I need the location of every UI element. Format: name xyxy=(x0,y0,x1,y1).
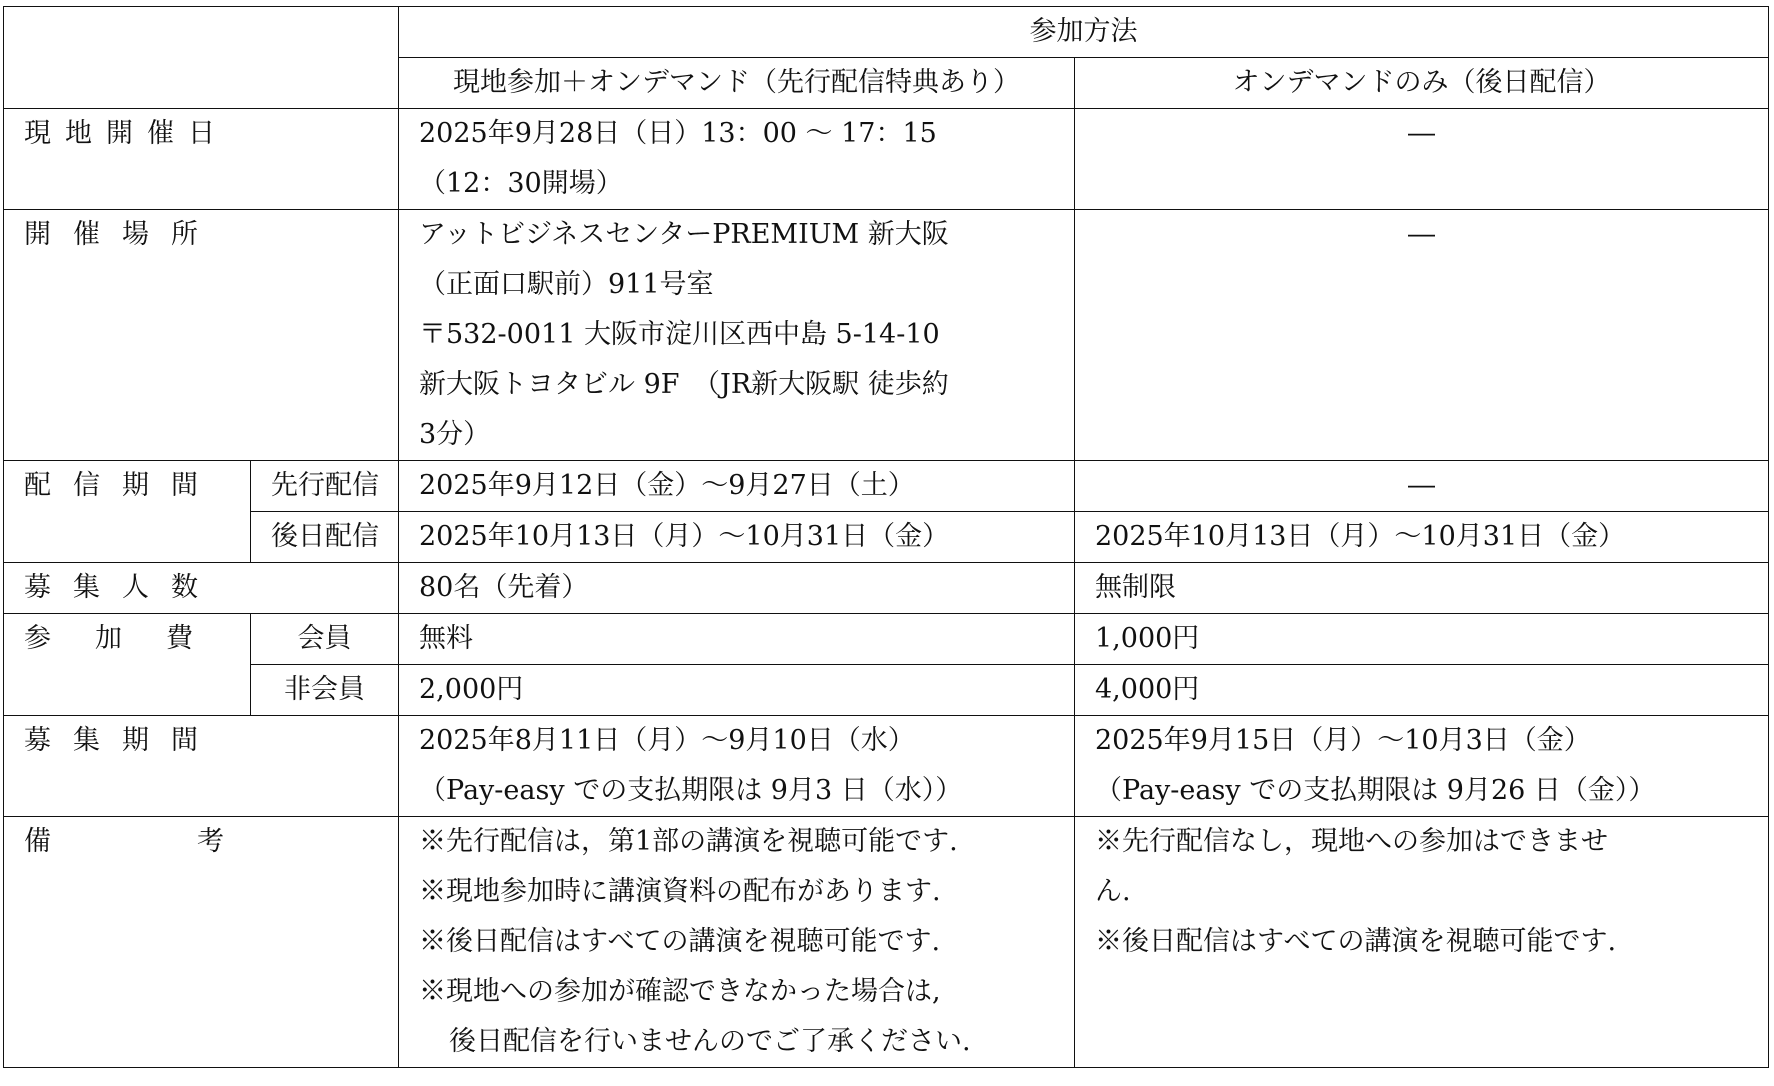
label-capacity: 募集人数 xyxy=(4,563,399,614)
row-stream-early xyxy=(4,461,1769,512)
col-header-ondemand: オンデマンドのみ（後日配信） xyxy=(1075,58,1769,109)
label-stream-later: 後日配信 xyxy=(251,512,399,563)
method-title: 参加方法 xyxy=(399,7,1769,58)
date-ondemand: ― xyxy=(1075,109,1769,210)
stream-early-ondemand: ― xyxy=(1075,461,1769,512)
label-fee-member: 会員 xyxy=(251,614,399,665)
label-fee-nonmember: 非会員 xyxy=(251,665,399,716)
row-period xyxy=(4,716,1769,817)
label-stream: 配信期間 xyxy=(4,461,251,563)
stream-early-onsite: 2025年9月12日（金）～9月27日（土） xyxy=(399,461,1075,512)
notes-ondemand: ※先行配信なし，現地への参加はできませ ん. ※後日配信はすべての講演を視聴可能です. xyxy=(1075,817,1769,1068)
fee-member-onsite: 無料 xyxy=(399,614,1075,665)
stream-later-onsite: 2025年10月13日（月）～10月31日（金） xyxy=(399,512,1075,563)
label-notes-char: 備 xyxy=(24,826,51,857)
label-period: 募集期間 xyxy=(4,716,399,817)
row-fee-nonmember xyxy=(4,665,1769,716)
capacity-ondemand: 無制限 xyxy=(1075,563,1769,614)
label-notes xyxy=(4,817,399,1068)
period-ondemand: 2025年9月15日（月）～10月3日（金） （Pay-easy での支払期限は 9月26 日（金）） xyxy=(1075,716,1769,817)
stream-later-ondemand: 2025年10月13日（月）～10月31日（金） xyxy=(1075,512,1769,563)
venue-ondemand: ― xyxy=(1075,210,1769,461)
label-date: 現地開催日 xyxy=(4,109,399,210)
label-venue: 開催場所 xyxy=(4,210,399,461)
event-info-table xyxy=(3,6,1769,1068)
label-stream-early: 先行配信 xyxy=(251,461,399,512)
row-venue xyxy=(4,210,1769,461)
row-stream-later xyxy=(4,512,1769,563)
fee-nonmember-ondemand: 4,000円 xyxy=(1075,665,1769,716)
row-capacity xyxy=(4,563,1769,614)
row-date xyxy=(4,109,1769,210)
capacity-onsite: 80名（先着） xyxy=(399,563,1075,614)
col-header-onsite: 現地参加＋オンデマンド（先行配信特典あり） xyxy=(399,58,1075,109)
row-notes xyxy=(4,817,1769,1068)
fee-member-ondemand: 1,000円 xyxy=(1075,614,1769,665)
period-onsite: 2025年8月11日（月）～9月10日（水） （Pay-easy での支払期限は 9月3 日（水）） xyxy=(399,716,1075,817)
label-notes-char: 考 xyxy=(197,826,224,857)
fee-nonmember-onsite: 2,000円 xyxy=(399,665,1075,716)
corner-cell xyxy=(4,7,399,109)
row-fee-member xyxy=(4,614,1769,665)
label-fee: 参加費 xyxy=(4,614,251,716)
venue-onsite: アットビジネスセンターPREMIUM 新大阪 （正面口駅前）911号室 〒532-0011 大阪市淀川区西中島 5-14-10 新大阪トヨタビル 9F （JR新大阪駅 徒歩約 3分） xyxy=(399,210,1075,461)
notes-onsite: ※先行配信は，第1部の講演を視聴可能です. ※現地参加時に講演資料の配布があります. ※後日配信はすべての講演を視聴可能です. ※現地への参加が確認できなかった場合は, 後日配信を行いませんのでご了承ください. xyxy=(399,817,1075,1068)
date-onsite: 2025年9月28日（日）13：00 ～ 17：15 （12：30開場） xyxy=(399,109,1075,210)
header-row-1 xyxy=(4,7,1769,58)
